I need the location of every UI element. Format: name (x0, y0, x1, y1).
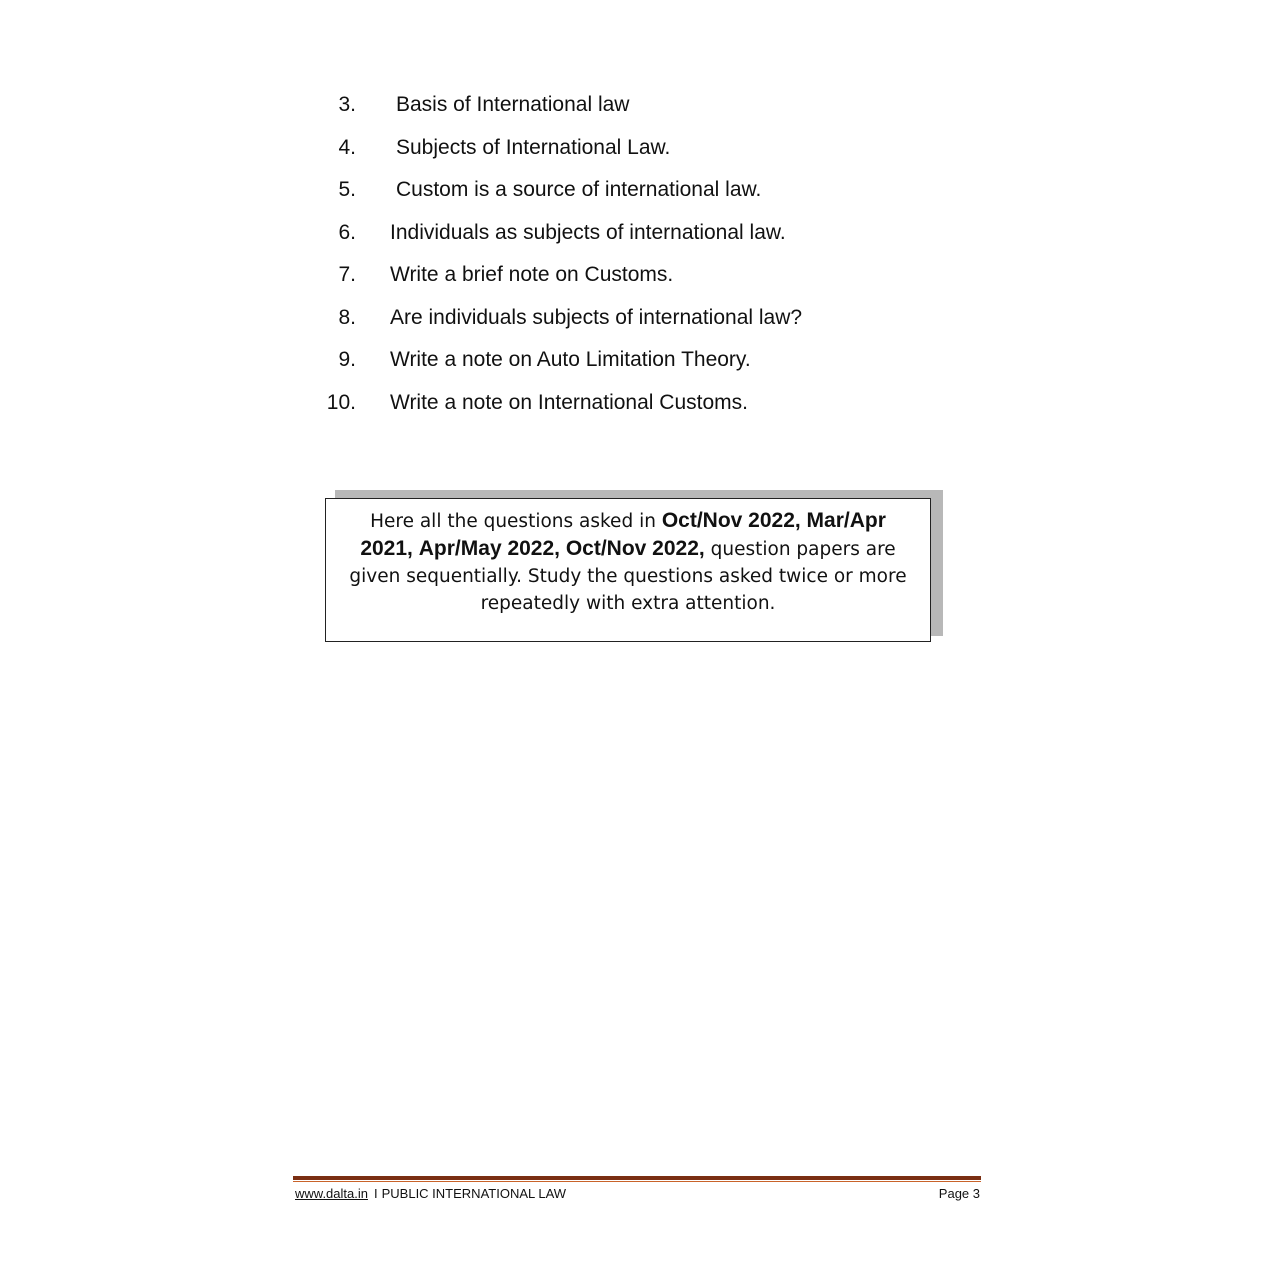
footer-separator: I (373, 1186, 378, 1201)
question-item (320, 169, 960, 212)
question-item (320, 212, 960, 255)
question-list (320, 84, 960, 424)
question-item (320, 84, 960, 127)
page-number: Page 3 (938, 1186, 980, 1201)
page-footer (295, 1185, 980, 1203)
note-box (325, 498, 931, 642)
question-number: 5. (338, 178, 356, 201)
question-item (320, 254, 960, 297)
website-link[interactable]: www.dalta.in (295, 1186, 368, 1201)
question-text: Write a note on Auto Limitation Theory. (390, 348, 751, 371)
question-number: 3. (338, 93, 356, 116)
note-middle: question papers are given sequentially. Study the questions asked twice or more repeatedly with extra attention. (349, 539, 907, 614)
question-text: Subjects of International Law. (396, 135, 671, 159)
question-item (320, 339, 960, 382)
footer-rule-accent (293, 1181, 981, 1182)
question-item (320, 382, 960, 425)
question-number: 8. (338, 305, 356, 329)
note-sessions-line1: Oct/Nov 2022, Mar/Apr 2021, (360, 509, 886, 560)
question-number: 9. (338, 348, 356, 371)
question-text: Write a brief note on Customs. (390, 263, 674, 286)
note-sessions-line2: Apr/May 2022, Oct/Nov 2022, (418, 537, 705, 560)
footer-subject: PUBLIC INTERNATIONAL LAW (381, 1186, 567, 1201)
question-number: 7. (338, 263, 356, 286)
question-text: Custom is a source of international law. (396, 178, 762, 201)
footer-rule (293, 1176, 981, 1180)
question-text: Are individuals subjects of international law? (390, 305, 803, 329)
question-text: Individuals as subjects of international law. (390, 220, 786, 244)
question-number: 6. (338, 220, 356, 244)
note-intro: Here all the questions asked in (370, 511, 662, 532)
question-number: 4. (338, 135, 356, 159)
question-number: 10. (326, 390, 356, 414)
question-text: Write a note on International Customs. (390, 390, 748, 414)
question-text: Basis of International law (396, 93, 630, 116)
question-item (320, 127, 960, 170)
question-item (320, 297, 960, 340)
